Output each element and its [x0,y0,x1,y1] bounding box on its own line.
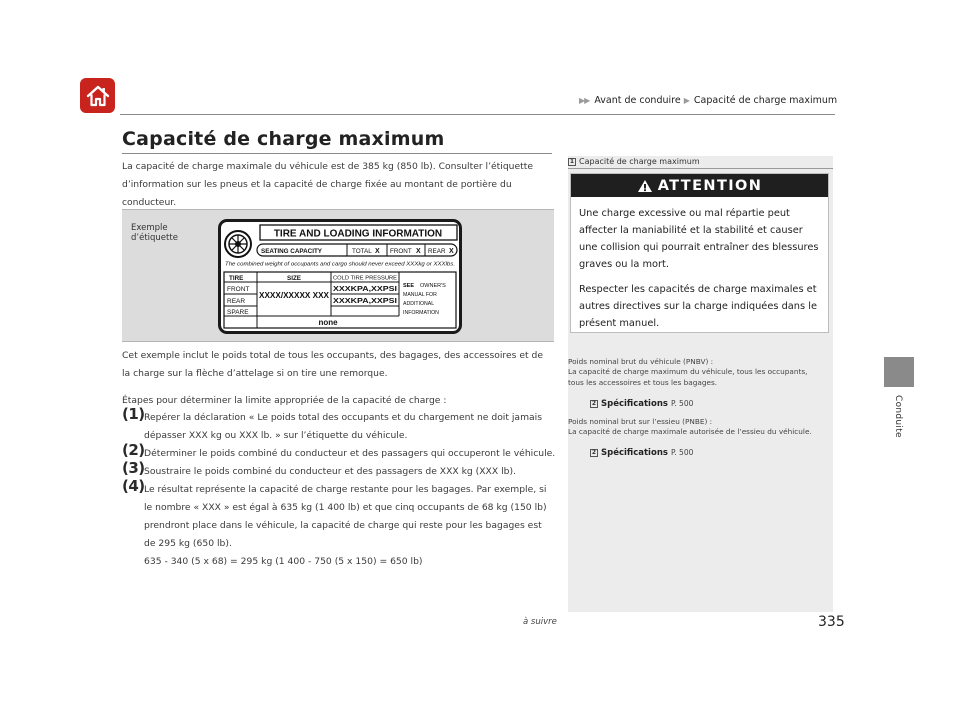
gawr-note-text: Poids nominal brut sur l’essieu (PNBE) : La capacité de charge maximale autorisée de l’essieu du véhicule. [568,416,812,436]
chapter-tab-label: Conduite [893,395,903,438]
total-value: X [375,248,380,255]
spec-link-label: Spécifications [601,448,668,458]
calculation-example: 635 - 340 (5 x 68) = 295 kg (1 400 - 750 (5 x 150) = 650 lb) [144,556,423,567]
home-button[interactable] [80,78,115,113]
breadcrumb-current: Capacité de charge maximum [693,95,838,106]
warning-header [571,174,828,197]
warning-paragraph-1: Une charge excessive ou mal répartie peut affecter la maniabilité et la stabilité et causer une collision qui pourrait entraîner des blessures graves ou la mort. [579,208,819,270]
see-owners-manual-line-1: SEE [403,283,415,289]
sidebar-notes [568,156,833,612]
breadcrumb [579,95,837,106]
label-caption-line-2: d’étiquette [131,233,178,243]
header-divider [120,114,835,115]
breadcrumb-link-avant-de-conduire[interactable]: Avant de conduire [594,95,681,106]
step-text: Repérer la déclaration « Le poids total des occupants et du chargement ne doit jamais dépasser XXX kg ou XXX lb. » sur l’étiquette du véhicule. [144,412,542,441]
gawr-note [568,406,823,469]
rear-seats-value: X [449,248,454,255]
tire-icon [225,231,251,257]
title-divider [122,153,552,154]
step-text: Déterminer le poids combiné du conducteur et des passagers qui occuperont le véhicule. [144,448,556,459]
row-front-label: FRONT [227,286,250,293]
chevron-right-icon: ▶▶ [579,96,590,105]
step-number: (3) [122,459,145,477]
warning-title: ATTENTION [657,177,763,194]
total-label: TOTAL [352,248,372,255]
step-number: (4) [122,477,145,495]
tire-label-title: TIRE AND LOADING INFORMATION [273,228,443,240]
col-pressure-header: COLD TIRE PRESSURE [333,275,398,282]
spec-link-page: P. 500 [670,448,694,457]
col-tire-header: TIRE [229,275,244,282]
step-number: (1) [122,405,145,423]
warning-box [570,173,829,333]
row-spare-label: SPARE [227,309,249,316]
example-paragraph: Cet exemple inclut le poids total de tous les occupants, des bagages, des accessoires et de la charge sur la flèche d’attelage si on tire une remorque. [122,350,543,379]
step-number: (2) [122,441,145,459]
page-number: 335 [818,614,845,630]
steps-list [122,405,556,571]
step-item [122,477,556,553]
gawr-spec-link[interactable] [568,448,823,459]
label-caption-line-1: Exemple [131,223,168,233]
col-size-header: SIZE [287,275,301,282]
continued-note: à suivre [523,617,557,627]
tire-size-value: XXXX/XXXXX XXX [259,291,330,300]
see-owners-manual-line-4: ADDITIONAL [403,301,435,307]
tire-loading-label [218,219,462,334]
step-text: Le résultat représente la capacité de charge restante pour les bagages. Par exemple, si le nombre « XXX » est égal à 635 kg (1 400 lb) et que cinq occupants de 68 kg (150 lb) prendront place dans le véhicule, la capacité de charge qui reste pour les bagages est de 295 kg (650 lb). [144,484,547,549]
label-caption [131,223,178,243]
step-item [122,459,556,481]
see-owners-manual-line-3: MANUAL FOR [403,292,437,298]
spec-link-page: P. 500 [670,398,694,408]
sidebar-divider [568,168,833,169]
page-title: Capacité de charge maximum [122,128,445,150]
front-seats-value: X [416,248,421,255]
page-ref-icon: 2 [591,399,597,407]
gvwr-note-text: Poids nominal brut du véhicule (PNBV) : La capacité de charge maximum du véhicule, tous les occupants, tous les accessoires et tous les bagages. [568,356,808,387]
label-illustration-band [122,209,554,342]
warning-triangle-icon [637,179,653,193]
row-rear-label: REAR [227,298,246,305]
intro-paragraph: La capacité de charge maximale du véhicule est de 385 kg (850 lb). Consulter l’étiquette d’information sur les pneus et la capacité de charge fixée au montant de portière du conducteur. [122,161,534,208]
sidebar-heading [568,157,833,166]
front-seats-label: FRONT [390,248,412,255]
chapter-tab-marker[interactable] [884,357,914,387]
tire-label-drawing [221,222,459,331]
reference-icon: 1 [569,157,575,165]
step-text: Soustraire le poids combiné du conducteur et des passagers de XXX kg (XXX lb). [144,466,516,477]
warning-paragraph-2: Respecter les capacités de charge maximales et autres directives sur la charge indiquées dans le présent manuel. [579,284,817,329]
page-ref-icon: 2 [591,449,597,457]
sidebar-heading-text: Capacité de charge maximum [579,157,700,166]
combined-weight-text: The combined weight of occupants and cargo should never exceed XXXkg or XXXlbs. [225,261,455,268]
spare-value: none [318,318,338,327]
rear-pressure-value: XXXKPA,XXPSI [333,296,397,305]
seating-capacity-label: SEATING CAPACITY [261,248,322,255]
rear-seats-label: REAR [428,248,446,255]
steps-intro: Étapes pour déterminer la limite appropriée de la capacité de charge : [122,395,447,406]
chevron-right-icon: ▶ [683,96,689,105]
see-owners-manual-line-5: INFORMATION [403,310,439,316]
see-owners-manual-line-2: OWNER'S [420,283,446,289]
home-icon [85,84,111,108]
warning-body [571,197,828,332]
spec-link-label: Spécifications [601,398,668,409]
front-pressure-value: XXXKPA,XXPSI [333,284,397,293]
step-item [122,405,556,445]
step-item [122,441,556,463]
